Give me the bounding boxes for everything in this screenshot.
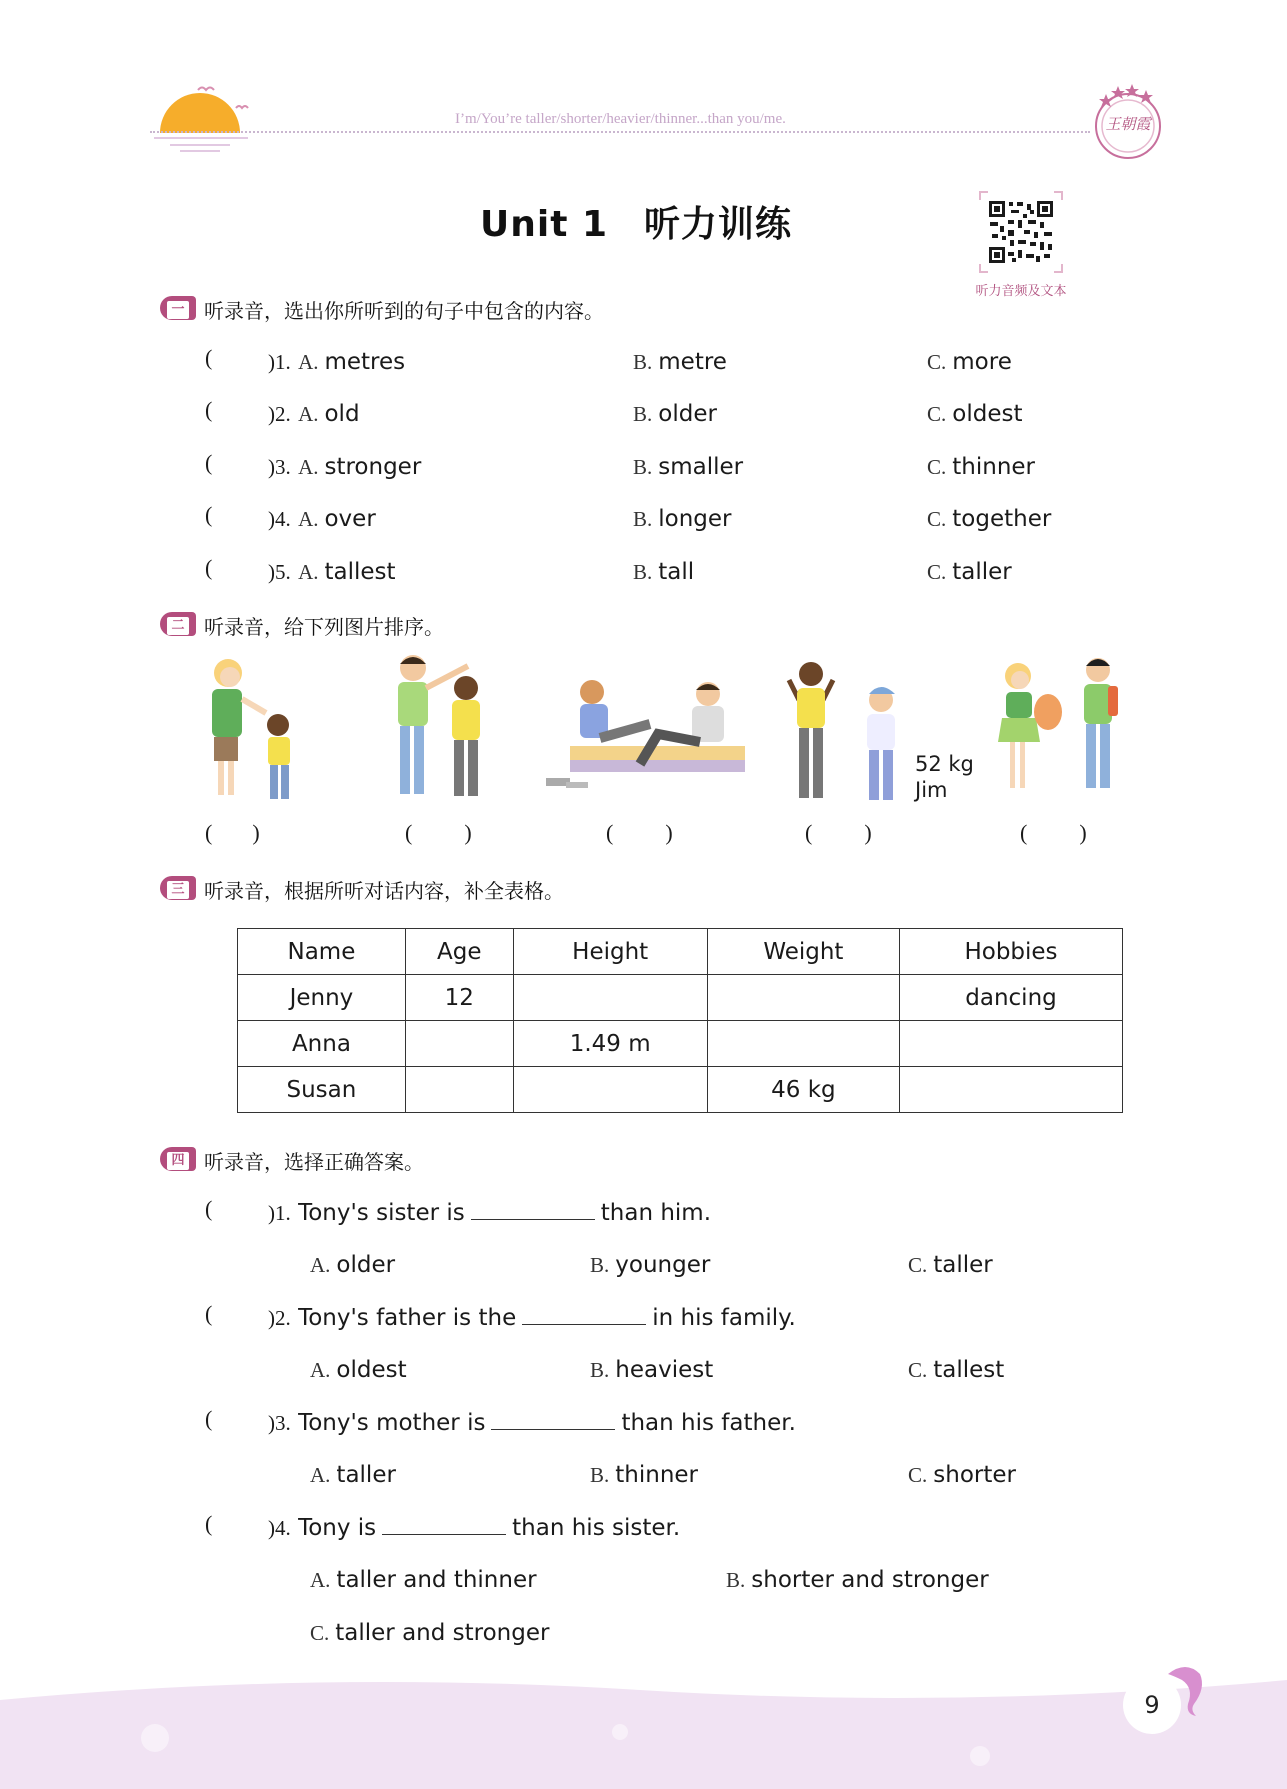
section4-title: 听录音，选择正确答案。 — [204, 1150, 424, 1174]
question-stem: Tony's mother is — [298, 1410, 486, 1436]
picture-woman-and-boy — [188, 655, 308, 810]
table-cell-blank[interactable] — [900, 1067, 1123, 1113]
option-letter: B. — [633, 402, 653, 426]
option-c[interactable]: together — [952, 506, 1052, 532]
table-cell: Jenny — [238, 975, 406, 1021]
question-number: )3. — [268, 1411, 291, 1435]
section3-badge — [160, 876, 196, 900]
answer-blank[interactable] — [522, 1304, 646, 1325]
qr-code-icon[interactable] — [978, 190, 1064, 274]
question-number: )1. — [268, 350, 291, 374]
option-a[interactable]: taller — [336, 1462, 396, 1488]
table-cell-blank[interactable] — [405, 1067, 513, 1113]
option-b[interactable]: smaller — [658, 454, 744, 480]
option-a[interactable]: tallest — [324, 559, 396, 585]
question-stem: Tony's sister is — [298, 1200, 465, 1226]
picture-answer-4[interactable]: ( ) — [805, 820, 872, 845]
answer-blank[interactable] — [471, 1199, 595, 1220]
section4-badge — [160, 1147, 196, 1171]
answer-paren-open[interactable]: ( — [205, 1301, 213, 1326]
section1-badge-number: 一 — [167, 301, 189, 319]
table-cell: dancing — [900, 975, 1123, 1021]
section2-title: 听录音，给下列图片排序。 — [204, 615, 444, 639]
table-header-cell: Weight — [707, 929, 899, 975]
table-cell: 12 — [405, 975, 513, 1021]
option-letter: A. — [298, 402, 319, 426]
option-c[interactable]: tallest — [933, 1357, 1005, 1383]
answer-blank[interactable] — [382, 1514, 506, 1535]
table-cell-blank[interactable] — [513, 975, 707, 1021]
option-letter: C. — [927, 507, 947, 531]
option-c[interactable]: taller — [952, 559, 1012, 585]
option-a[interactable]: stronger — [324, 454, 422, 480]
option-letter: C. — [927, 350, 947, 374]
table-cell-blank[interactable] — [513, 1067, 707, 1113]
table-row — [238, 1021, 1123, 1067]
picture-two-boys-measuring — [378, 652, 503, 812]
option-c[interactable]: more — [952, 349, 1012, 375]
option-c[interactable]: shorter — [933, 1462, 1016, 1488]
table-cell: Anna — [238, 1021, 406, 1067]
option-letter: C. — [927, 402, 947, 426]
table-header-cell: Name — [238, 929, 406, 975]
question-number: )5. — [268, 560, 291, 584]
qr-caption: 听力音频及文本 — [975, 284, 1067, 299]
option-b[interactable]: older — [658, 401, 717, 427]
option-letter: A. — [298, 560, 319, 584]
section1-title: 听录音，选出你所听到的句子中包含的内容。 — [204, 299, 604, 323]
option-letter: C. — [908, 1463, 928, 1487]
option-letter: A. — [310, 1568, 331, 1592]
table-cell: Susan — [238, 1067, 406, 1113]
option-letter: B. — [590, 1358, 610, 1382]
option-letter: C. — [927, 455, 947, 479]
answer-paren-open[interactable]: ( — [205, 1511, 213, 1536]
answer-blank[interactable] — [491, 1409, 615, 1430]
table-header-row — [238, 929, 1123, 975]
answer-paren-open[interactable]: ( — [205, 1196, 213, 1221]
question-number: )3. — [268, 455, 291, 479]
answer-paren-open[interactable]: ( — [205, 450, 213, 475]
dolphin-icon — [1160, 1660, 1210, 1720]
option-c[interactable]: taller and stronger — [335, 1620, 550, 1646]
section4-badge-number: 四 — [167, 1152, 189, 1170]
picture-two-boys-weighing — [775, 660, 915, 810]
question-number: )2. — [268, 402, 291, 426]
option-letter: B. — [633, 350, 653, 374]
option-letter: C. — [908, 1358, 928, 1382]
picture-answer-2[interactable]: ( ) — [405, 820, 472, 845]
picture-answer-1[interactable]: ( ) — [205, 820, 260, 845]
option-b[interactable]: shorter and stronger — [751, 1567, 989, 1593]
picture-name-label: Jim — [915, 778, 948, 802]
answer-paren-open[interactable]: ( — [205, 1406, 213, 1431]
option-a[interactable]: oldest — [336, 1357, 407, 1383]
option-b[interactable]: longer — [658, 506, 732, 532]
section2-badge — [160, 612, 196, 636]
option-a[interactable]: old — [324, 401, 360, 427]
option-letter: C. — [908, 1253, 928, 1277]
option-c[interactable]: taller — [933, 1252, 993, 1278]
table-cell-blank[interactable] — [707, 1021, 899, 1067]
sun-logo-icon — [150, 78, 260, 156]
table-header-cell: Height — [513, 929, 707, 975]
option-letter: B. — [590, 1253, 610, 1277]
header-divider — [150, 131, 1090, 133]
option-b[interactable]: younger — [615, 1252, 711, 1278]
page-number: 9 — [1123, 1676, 1181, 1734]
table-cell-blank[interactable] — [707, 975, 899, 1021]
option-b[interactable]: heaviest — [615, 1357, 714, 1383]
option-letter: B. — [633, 560, 653, 584]
option-b[interactable]: tall — [658, 559, 695, 585]
option-letter: A. — [310, 1463, 331, 1487]
answer-paren-open[interactable]: ( — [205, 397, 213, 422]
question-number: )4. — [268, 1516, 291, 1540]
unit-label: Unit 1 — [480, 204, 608, 245]
option-b[interactable]: thinner — [615, 1462, 699, 1488]
picture-answer-3[interactable]: ( ) — [606, 820, 673, 845]
option-letter: B. — [590, 1463, 610, 1487]
answer-paren-open[interactable]: ( — [205, 555, 213, 580]
table-header-cell: Hobbies — [900, 929, 1123, 975]
info-table — [237, 928, 1123, 1113]
question-number: )2. — [268, 1306, 291, 1330]
answer-paren-open[interactable]: ( — [205, 502, 213, 527]
option-b[interactable]: metre — [658, 349, 727, 375]
question-number: )1. — [268, 1201, 291, 1225]
answer-paren-open[interactable]: ( — [205, 345, 213, 370]
option-letter: C. — [310, 1621, 330, 1645]
question-stem-end: than his father. — [621, 1410, 796, 1436]
table-header-cell: Age — [405, 929, 513, 975]
section3-title: 听录音，根据所听对话内容，补全表格。 — [204, 879, 564, 903]
page-title — [480, 196, 792, 247]
section1-badge — [160, 296, 196, 320]
option-letter: A. — [298, 507, 319, 531]
question-stem: Tony is — [298, 1515, 377, 1541]
option-a[interactable]: taller and thinner — [336, 1567, 537, 1593]
question-stem-end: in his family. — [652, 1305, 796, 1331]
option-letter: A. — [298, 455, 319, 479]
option-a[interactable]: metres — [324, 349, 406, 375]
option-a[interactable]: over — [324, 506, 376, 532]
option-letter: B. — [726, 1568, 746, 1592]
question-stem: Tony's father is the — [298, 1305, 517, 1331]
picture-boys-on-bench — [540, 668, 755, 796]
option-letter: A. — [310, 1253, 331, 1277]
question-number: )4. — [268, 507, 291, 531]
table-cell-blank[interactable] — [405, 1021, 513, 1067]
table-cell: 1.49 m — [513, 1021, 707, 1067]
option-letter: B. — [633, 507, 653, 531]
picture-answer-5[interactable]: ( ) — [1020, 820, 1087, 845]
option-letter: C. — [927, 560, 947, 584]
section3-badge-number: 三 — [167, 881, 189, 899]
table-cell: 46 kg — [707, 1067, 899, 1113]
table-row — [238, 975, 1123, 1021]
option-letter: A. — [298, 350, 319, 374]
option-a[interactable]: older — [336, 1252, 396, 1278]
question-stem-end: than his sister. — [512, 1515, 681, 1541]
running-header: I’m/You’re taller/shorter/heavier/thinner...than you/me. — [455, 111, 786, 127]
option-c[interactable]: oldest — [952, 401, 1023, 427]
brand-logo-text: 王朝霞 — [1105, 115, 1151, 133]
table-row — [238, 1067, 1123, 1113]
option-letter: B. — [633, 455, 653, 479]
section2-badge-number: 二 — [167, 617, 189, 635]
title-subtitle: 听力训练 — [644, 204, 793, 245]
footer-wave — [0, 1660, 1287, 1789]
picture-weight-label: 52 kg — [915, 752, 974, 776]
table-cell-blank[interactable] — [900, 1021, 1123, 1067]
picture-girl-and-boy-with-bags — [990, 652, 1120, 812]
question-stem-end: than him. — [600, 1200, 712, 1226]
option-letter: A. — [310, 1358, 331, 1382]
option-c[interactable]: thinner — [952, 454, 1036, 480]
